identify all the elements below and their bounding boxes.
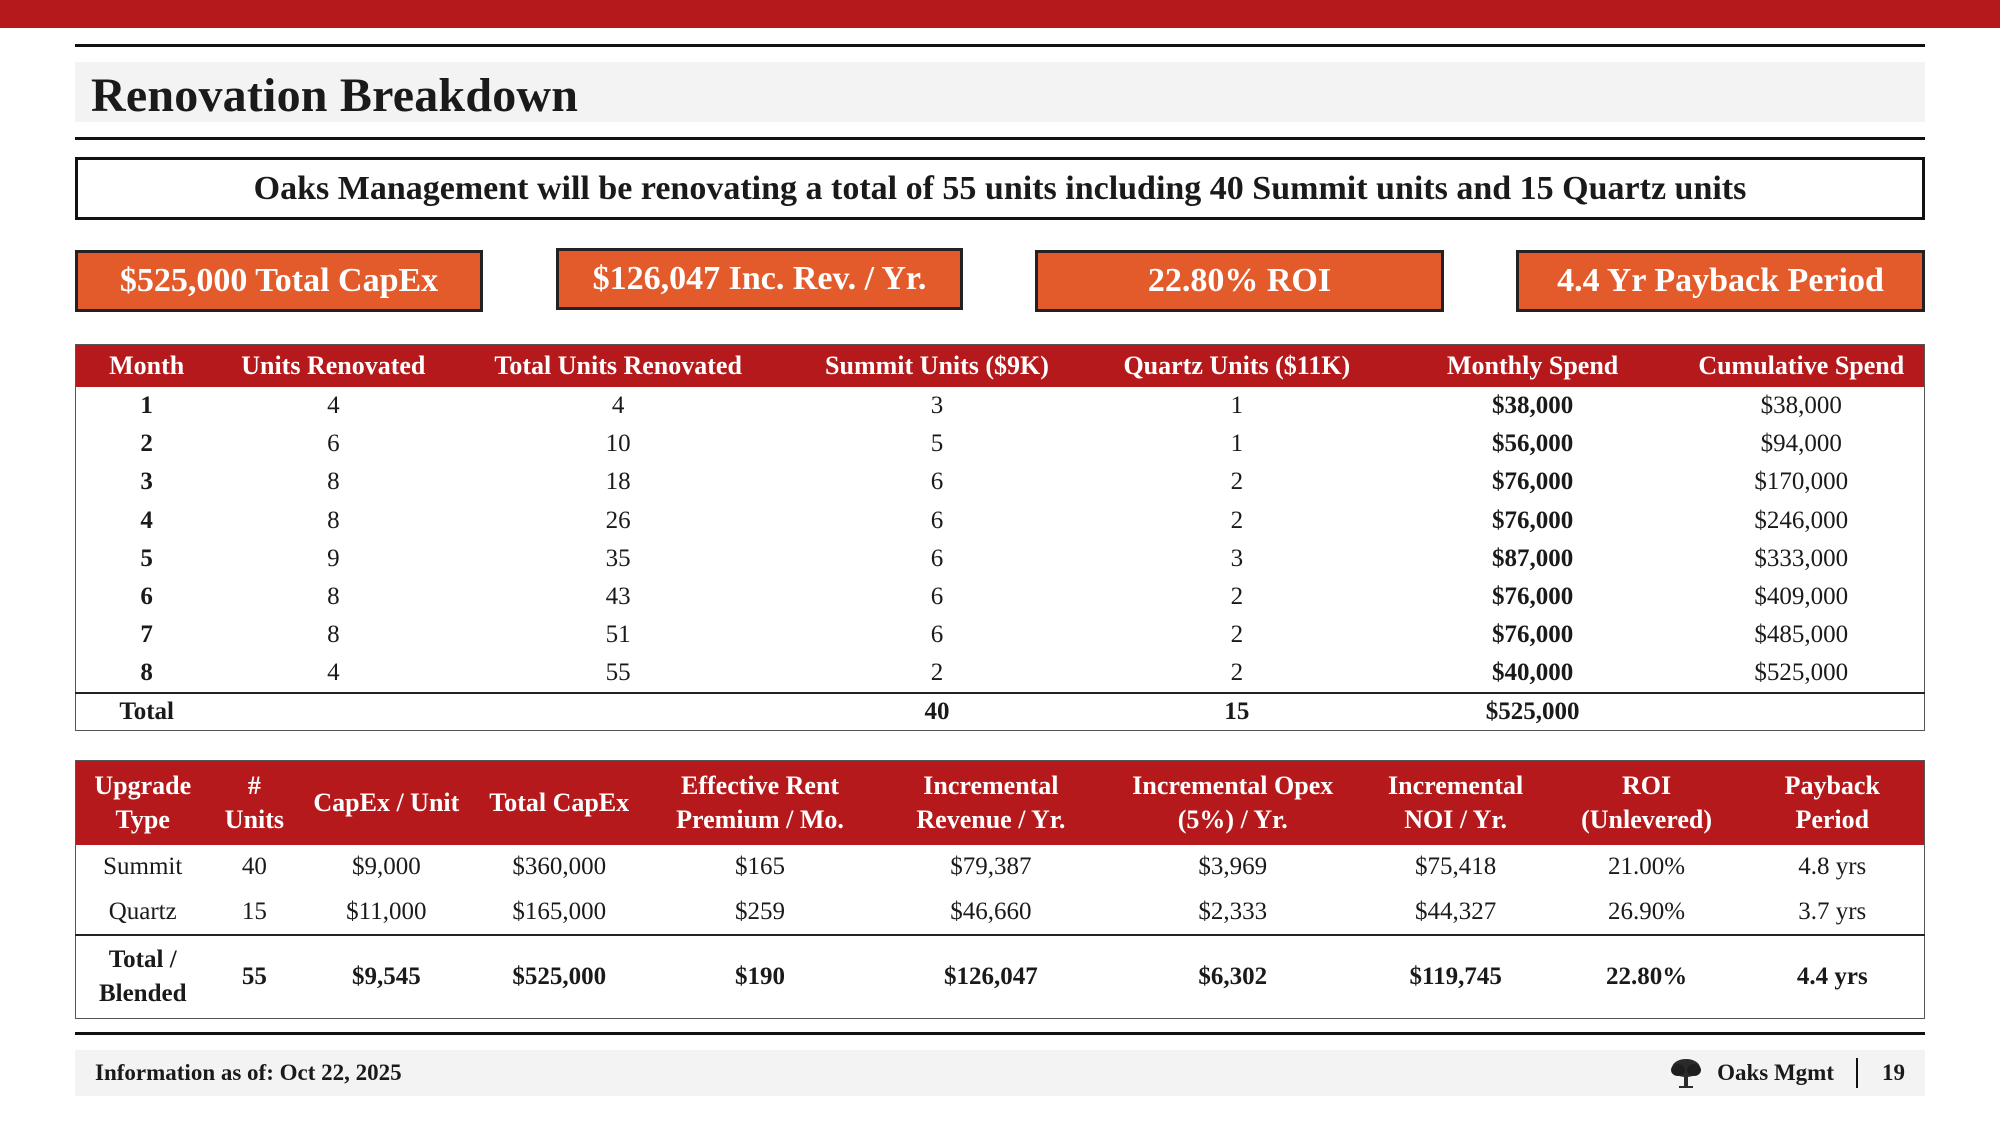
cell-quartz-units: 2 bbox=[1230, 659, 1244, 687]
cell-total-payback: 4.4 yrs bbox=[1741, 935, 1925, 1019]
cell-total-units: 55 bbox=[605, 659, 631, 687]
cell-capex-per-unit: $9,000 bbox=[351, 853, 421, 880]
cell-month: 3 bbox=[140, 468, 153, 496]
cell-monthly-spend: $76,000 bbox=[1492, 468, 1574, 496]
upgrade-header-row bbox=[76, 761, 1925, 845]
upgrade-header-payback: Payback Period bbox=[1741, 761, 1925, 845]
cell-cumulative-spend: $38,000 bbox=[1760, 391, 1842, 419]
footer-separator bbox=[1856, 1058, 1858, 1088]
schedule-header-units-renovated: Units Renovated bbox=[217, 345, 449, 387]
cell-units-renovated: 6 bbox=[327, 429, 340, 457]
upgrade-total-row bbox=[76, 935, 1925, 1019]
footer-info-date: Information as of: Oct 22, 2025 bbox=[95, 1060, 402, 1085]
cell-total-capex-per-unit: $9,545 bbox=[299, 935, 473, 1019]
table-row bbox=[76, 501, 1925, 539]
upgrade-header-roi: ROI (Unlevered) bbox=[1553, 761, 1741, 845]
cell-units-renovated: 4 bbox=[327, 391, 340, 419]
upgrade-header-incremental-opex: Incremental Opex (5%) / Yr. bbox=[1107, 761, 1359, 845]
summary-text: Oaks Management will be renovating a total of 55 units including 40 Summit units and 15 Quartz units bbox=[253, 169, 1747, 207]
cell-monthly-spend: $87,000 bbox=[1492, 544, 1574, 572]
cell-units-renovated: 8 bbox=[327, 583, 340, 611]
upgrade-header-type: Upgrade Type bbox=[76, 761, 210, 845]
cell-capex-per-unit: $11,000 bbox=[346, 897, 427, 925]
cell-total-capex: $360,000 bbox=[512, 853, 607, 880]
upgrade-header-units: # Units bbox=[209, 761, 299, 845]
title-rule-top bbox=[75, 44, 1925, 47]
schedule-header-summit-units: Summit Units ($9K) bbox=[787, 345, 1087, 387]
cell-rent-premium: $259 bbox=[735, 897, 786, 925]
cell-incremental-opex: $2,333 bbox=[1198, 897, 1268, 925]
cell-total-units: 26 bbox=[605, 506, 631, 534]
cell-quartz-units: 2 bbox=[1230, 621, 1244, 649]
kpi-payback-period: 4.4 Yr Payback Period bbox=[1516, 250, 1925, 312]
cell-total-incremental-revenue: $126,047 bbox=[875, 935, 1107, 1019]
cell-cumulative-spend: $333,000 bbox=[1754, 544, 1849, 572]
cell-quartz-units: 2 bbox=[1230, 583, 1244, 611]
table-row bbox=[76, 463, 1925, 501]
cell-month: 5 bbox=[140, 544, 153, 572]
cell-units-renovated: 8 bbox=[327, 621, 340, 649]
cell-total-units: 10 bbox=[605, 429, 631, 457]
table-row bbox=[76, 845, 1925, 890]
table-row bbox=[76, 540, 1925, 578]
schedule-header-row bbox=[76, 345, 1925, 387]
cell-cumulative-spend: $409,000 bbox=[1754, 583, 1849, 611]
cell-cumulative-spend: $525,000 bbox=[1754, 659, 1849, 687]
schedule-total-row bbox=[76, 693, 1925, 731]
cell-total-total-units bbox=[449, 693, 787, 731]
footer-brand-block bbox=[1669, 1056, 1905, 1090]
cell-units: 15 bbox=[241, 897, 267, 925]
cell-units-renovated: 8 bbox=[327, 468, 340, 496]
cell-total-units: 18 bbox=[605, 468, 631, 496]
cell-summit-units: 6 bbox=[930, 621, 944, 649]
cell-month: 7 bbox=[140, 621, 153, 649]
cell-upgrade-type: Summit bbox=[103, 853, 183, 880]
cell-total-label: Total bbox=[76, 693, 218, 731]
page-number: 19 bbox=[1882, 1060, 1905, 1085]
cell-incremental-opex: $3,969 bbox=[1198, 853, 1268, 880]
cell-total-quartz-units: 15 bbox=[1087, 693, 1387, 731]
cell-month: 6 bbox=[140, 583, 153, 611]
cell-total-rent-premium: $190 bbox=[645, 935, 875, 1019]
title-bar bbox=[75, 62, 1925, 122]
cell-monthly-spend: $76,000 bbox=[1492, 583, 1574, 611]
cell-total-incremental-noi: $119,745 bbox=[1359, 935, 1553, 1019]
cell-cumulative-spend: $246,000 bbox=[1754, 506, 1849, 534]
schedule-header-month: Month bbox=[76, 345, 218, 387]
cell-total-cumulative-spend bbox=[1679, 693, 1925, 731]
cell-total-incremental-opex: $6,302 bbox=[1107, 935, 1359, 1019]
cell-cumulative-spend: $94,000 bbox=[1760, 429, 1842, 457]
cell-units-renovated: 4 bbox=[327, 659, 340, 687]
cell-quartz-units: 2 bbox=[1230, 506, 1244, 534]
cell-upgrade-type: Quartz bbox=[108, 897, 177, 925]
schedule-header-monthly-spend: Monthly Spend bbox=[1387, 345, 1679, 387]
kpi-roi: 22.80% ROI bbox=[1035, 250, 1444, 312]
summary-box bbox=[75, 157, 1925, 220]
cell-payback: 3.7 yrs bbox=[1798, 897, 1867, 925]
top-accent-band bbox=[0, 0, 2000, 28]
cell-roi: 26.90% bbox=[1608, 897, 1686, 925]
schedule-header-cumulative-spend: Cumulative Spend bbox=[1679, 345, 1925, 387]
kpi-incremental-revenue: $126,047 Inc. Rev. / Yr. bbox=[556, 248, 963, 310]
cell-units-renovated: 9 bbox=[327, 544, 340, 572]
renovation-schedule-table bbox=[75, 344, 1925, 731]
cell-quartz-units: 3 bbox=[1230, 544, 1244, 572]
cell-monthly-spend: $38,000 bbox=[1492, 391, 1574, 419]
cell-incremental-noi: $75,418 bbox=[1415, 853, 1497, 880]
cell-quartz-units: 1 bbox=[1230, 429, 1244, 457]
cell-units-renovated: 8 bbox=[327, 506, 340, 534]
cell-summit-units: 5 bbox=[930, 429, 944, 457]
cell-total-roi: 22.80% bbox=[1553, 935, 1741, 1019]
cell-total-capex: $165,000 bbox=[512, 897, 607, 925]
footer-rule bbox=[75, 1032, 1925, 1035]
upgrade-header-capex-per-unit: CapEx / Unit bbox=[299, 761, 473, 845]
title-rule-bottom bbox=[75, 137, 1925, 140]
table-row bbox=[76, 425, 1925, 463]
cell-incremental-revenue: $46,660 bbox=[950, 897, 1032, 925]
upgrade-header-total-capex: Total CapEx bbox=[473, 761, 645, 845]
upgrade-summary-table bbox=[75, 760, 1925, 1019]
cell-month: 4 bbox=[140, 506, 153, 534]
schedule-header-total-units: Total Units Renovated bbox=[449, 345, 787, 387]
cell-cumulative-spend: $170,000 bbox=[1754, 468, 1849, 496]
cell-total-summit-units: 40 bbox=[787, 693, 1087, 731]
upgrade-header-incremental-revenue: Incremental Revenue / Yr. bbox=[875, 761, 1107, 845]
footer bbox=[75, 1050, 1925, 1096]
cell-monthly-spend: $76,000 bbox=[1492, 506, 1574, 534]
table-row bbox=[76, 578, 1925, 616]
table-row bbox=[76, 655, 1925, 693]
cell-month: 2 bbox=[140, 429, 153, 457]
schedule-header-quartz-units: Quartz Units ($11K) bbox=[1087, 345, 1387, 387]
upgrade-header-rent-premium: Effective Rent Premium / Mo. bbox=[645, 761, 875, 845]
table-row bbox=[76, 387, 1925, 425]
cell-summit-units: 6 bbox=[930, 506, 944, 534]
cell-incremental-noi: $44,327 bbox=[1415, 897, 1497, 925]
cell-summit-units: 3 bbox=[930, 391, 944, 419]
cell-total-total-capex: $525,000 bbox=[473, 935, 645, 1019]
cell-total-units: 55 bbox=[209, 935, 299, 1019]
cell-month: 1 bbox=[140, 391, 153, 419]
cell-rent-premium: $165 bbox=[735, 853, 786, 880]
cell-month: 8 bbox=[140, 659, 153, 687]
cell-monthly-spend: $76,000 bbox=[1492, 621, 1574, 649]
cell-payback: 4.8 yrs bbox=[1798, 853, 1867, 880]
cell-incremental-revenue: $79,387 bbox=[950, 853, 1032, 880]
cell-total-units: 4 bbox=[611, 391, 625, 419]
cell-total-label: Total / Blended bbox=[76, 935, 210, 1019]
table-row bbox=[76, 890, 1925, 935]
cell-summit-units: 6 bbox=[930, 583, 944, 611]
cell-summit-units: 2 bbox=[930, 659, 944, 687]
oak-tree-icon bbox=[1669, 1056, 1703, 1090]
cell-quartz-units: 1 bbox=[1230, 391, 1244, 419]
cell-summit-units: 6 bbox=[930, 468, 944, 496]
cell-roi: 21.00% bbox=[1608, 853, 1686, 880]
cell-cumulative-spend: $485,000 bbox=[1754, 621, 1849, 649]
cell-total-units: 51 bbox=[605, 621, 631, 649]
cell-total-units-renovated bbox=[217, 693, 449, 731]
cell-total-units: 43 bbox=[605, 583, 631, 611]
cell-total-monthly-spend: $525,000 bbox=[1387, 693, 1679, 731]
upgrade-header-incremental-noi: Incremental NOI / Yr. bbox=[1359, 761, 1553, 845]
cell-total-units: 35 bbox=[605, 544, 631, 572]
table-row bbox=[76, 616, 1925, 654]
cell-quartz-units: 2 bbox=[1230, 468, 1244, 496]
kpi-total-capex: $525,000 Total CapEx bbox=[75, 250, 483, 312]
cell-summit-units: 6 bbox=[930, 544, 944, 572]
cell-monthly-spend: $56,000 bbox=[1492, 429, 1574, 457]
footer-brand: Oaks Mgmt bbox=[1717, 1060, 1834, 1085]
cell-monthly-spend: $40,000 bbox=[1492, 659, 1574, 687]
page-title: Renovation Breakdown bbox=[91, 69, 579, 122]
cell-units: 40 bbox=[241, 853, 267, 880]
